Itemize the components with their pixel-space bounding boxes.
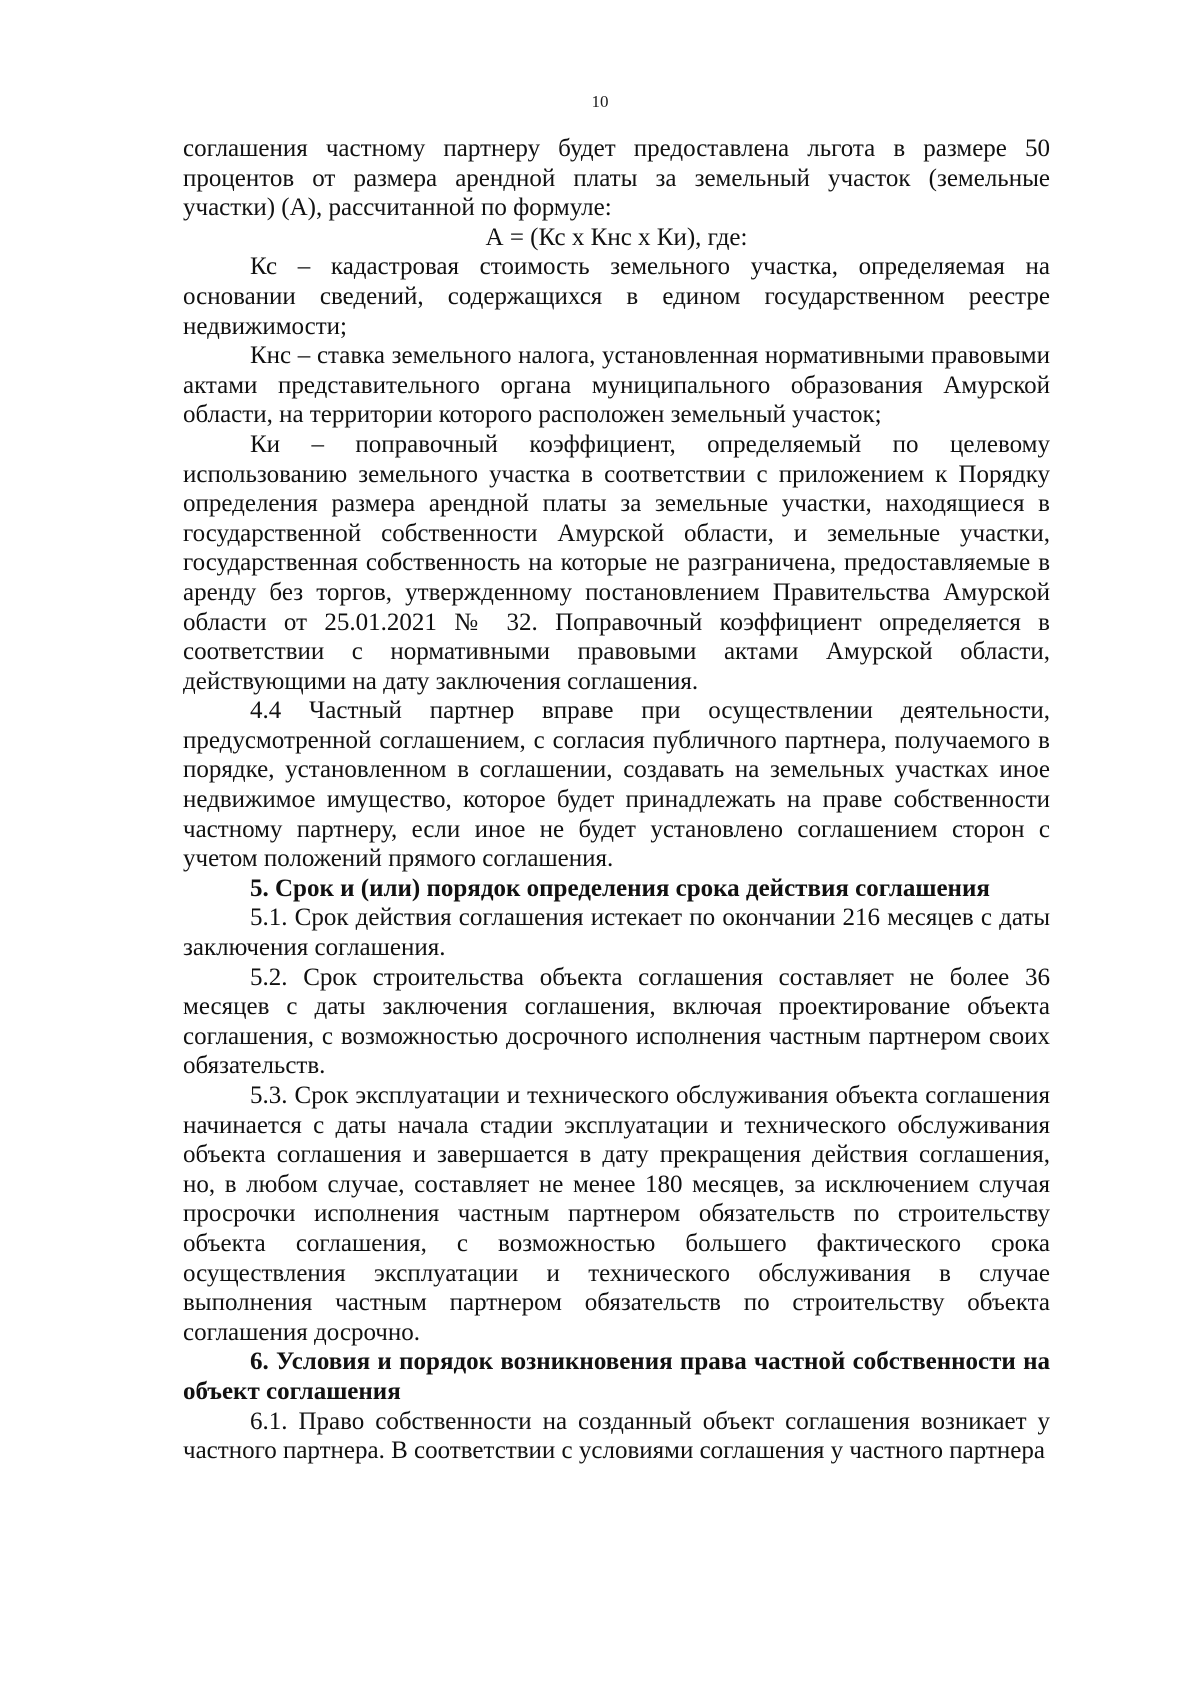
paragraph-5-3: 5.3. Срок эксплуатации и технического обслуживания объекта соглашения начинается с даты начала стадии эксплуатации и технического обслуживания объекта соглашения и завершается в дату прекращения действия соглашения, но, в любом случае, составляет не менее 180 месяцев, за исключением случая просрочки исполнения частным партнером обязательств по строительству объекта соглашения, с возможностью большего фактического срока осуществления эксплуатации и технического обслуживания в случае выполнения частным партнером обязательств по строительству объекта соглашения досрочно. — [183, 1082, 1050, 1346]
paragraph-knc-definition: Кнс – ставка земельного налога, установленная нормативными правовыми актами представительного органа муниципального образования Амурской области, на территории которого расположен земельный участок; — [183, 342, 1050, 429]
paragraph-6-1: 6.1. Право собственности на созданный объект соглашения возникает у частного партнера. В соответствии с условиями соглашения у частного партнера — [183, 1407, 1050, 1465]
paragraph-kc-definition: Кс – кадастровая стоимость земельного участка, определяемая на основании сведений, содержащихся в едином государственном реестре недвижимости; — [183, 253, 1050, 340]
formula: А = (Кс x Кнс x Ки), где: — [485, 223, 748, 251]
paragraph-4-4: 4.4 Частный партнер вправе при осуществлении деятельности, предусмотренной соглашением, с согласия публичного партнера, получаемого в порядке, установленном в соглашении, создавать на земельных участках иное недвижимое имущество, которое будет принадлежать на праве собственности частному партнеру, если иное не будет установлено соглашением сторон с учетом положений прямого соглашения. — [183, 697, 1050, 873]
paragraph-continuation: соглашения частному партнеру будет предоставлена льгота в размере 50 процентов от размера арендной платы за земельный участок (земельные участки) (А), рассчитанной по формуле: — [183, 135, 1050, 222]
paragraph-5-2: 5.2. Срок строительства объекта соглашения составляет не более 36 месяцев с даты заключения соглашения, включая проектирование объекта соглашения, с возможностью досрочного исполнения частным партнером своих обязательств. — [183, 963, 1050, 1080]
document-body — [183, 134, 1050, 1466]
paragraph-ki-definition: Ки – поправочный коэффициент, определяемый по целевому использованию земельного участка в соответствии с приложением к Порядку определения размера арендной платы за земельные участки, находящиеся в государственной собственности Амурской области, и земельные участки, государственная собственность на которые не разграничена, предоставляемые в аренду без торгов, утвержденному постановлением Правительства Амурской области от 25.01.2021 № 32. Поправочный коэффициент определяется в соответствии с нормативными правовыми актами Амурской области, действующими на дату заключения соглашения. — [183, 430, 1050, 695]
section-6-heading: 6. Условия и порядок возникновения права частной собственности на объект соглашения — [183, 1348, 1050, 1405]
page-number: 10 — [591, 92, 609, 111]
paragraph-5-1: 5.1. Срок действия соглашения истекает по окончании 216 месяцев с даты заключения соглашения. — [183, 904, 1050, 962]
section-5-heading: 5. Срок и (или) порядок определения срока действия соглашения — [250, 874, 990, 902]
